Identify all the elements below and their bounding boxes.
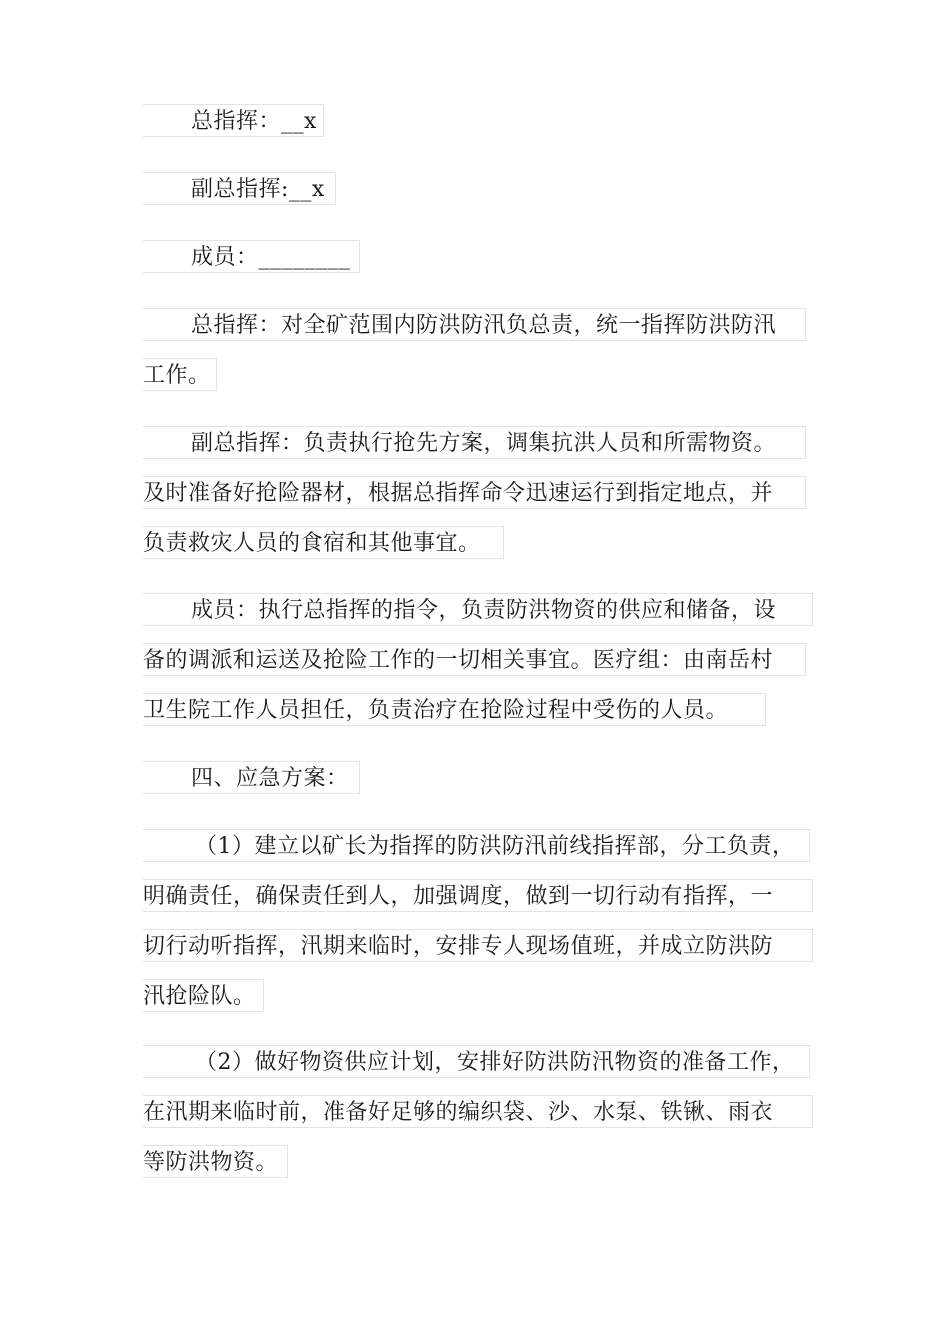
deputy-duty-line-3: 负责救灾人员的食宿和其他事宜。 xyxy=(143,526,504,559)
members-duty-line-3: 卫生院工作人员担任，负责治疗在抢险过程中受伤的人员。 xyxy=(143,693,766,726)
deputy-commander-line: 副总指挥:__x xyxy=(143,172,336,205)
plan-2-line-1: （2）做好物资供应计划，安排好防洪防汛物资的准备工作， xyxy=(143,1045,810,1078)
plan-2-line-3: 等防洪物资。 xyxy=(143,1145,288,1178)
commander-line: 总指挥：__x xyxy=(143,104,324,137)
deputy-duty-line-2: 及时准备好抢险器材，根据总指挥命令迅速运行到指定地点，并 xyxy=(143,476,806,509)
plan-1-line-4: 汛抢险队。 xyxy=(143,979,264,1012)
section-heading: 四、应急方案： xyxy=(143,761,360,794)
deputy-duty-line-1: 副总指挥：负责执行抢先方案，调集抗洪人员和所需物资。 xyxy=(143,426,806,459)
commander-duty-line-1: 总指挥：对全矿范围内防洪防汛负总责，统一指挥防洪防汛 xyxy=(143,308,806,341)
members-duty-line-1: 成员：执行总指挥的指令，负责防洪物资的供应和储备，设 xyxy=(143,593,813,626)
members-line: 成员：________ xyxy=(143,240,360,273)
plan-2-line-2: 在汛期来临时前，准备好足够的编织袋、沙、水泵、铁锹、雨衣 xyxy=(143,1095,813,1128)
plan-1-line-2: 明确责任，确保责任到人，加强调度，做到一切行动有指挥，一 xyxy=(143,879,813,912)
commander-duty-line-2: 工作。 xyxy=(143,358,217,391)
plan-1-line-1: （1）建立以矿长为指挥的防洪防汛前线指挥部，分工负责， xyxy=(143,829,810,862)
plan-1-line-3: 切行动听指挥，汛期来临时，安排专人现场值班，并成立防洪防 xyxy=(143,929,813,962)
members-duty-line-2: 备的调派和运送及抢险工作的一切相关事宜。医疗组：由南岳村 xyxy=(143,643,806,676)
